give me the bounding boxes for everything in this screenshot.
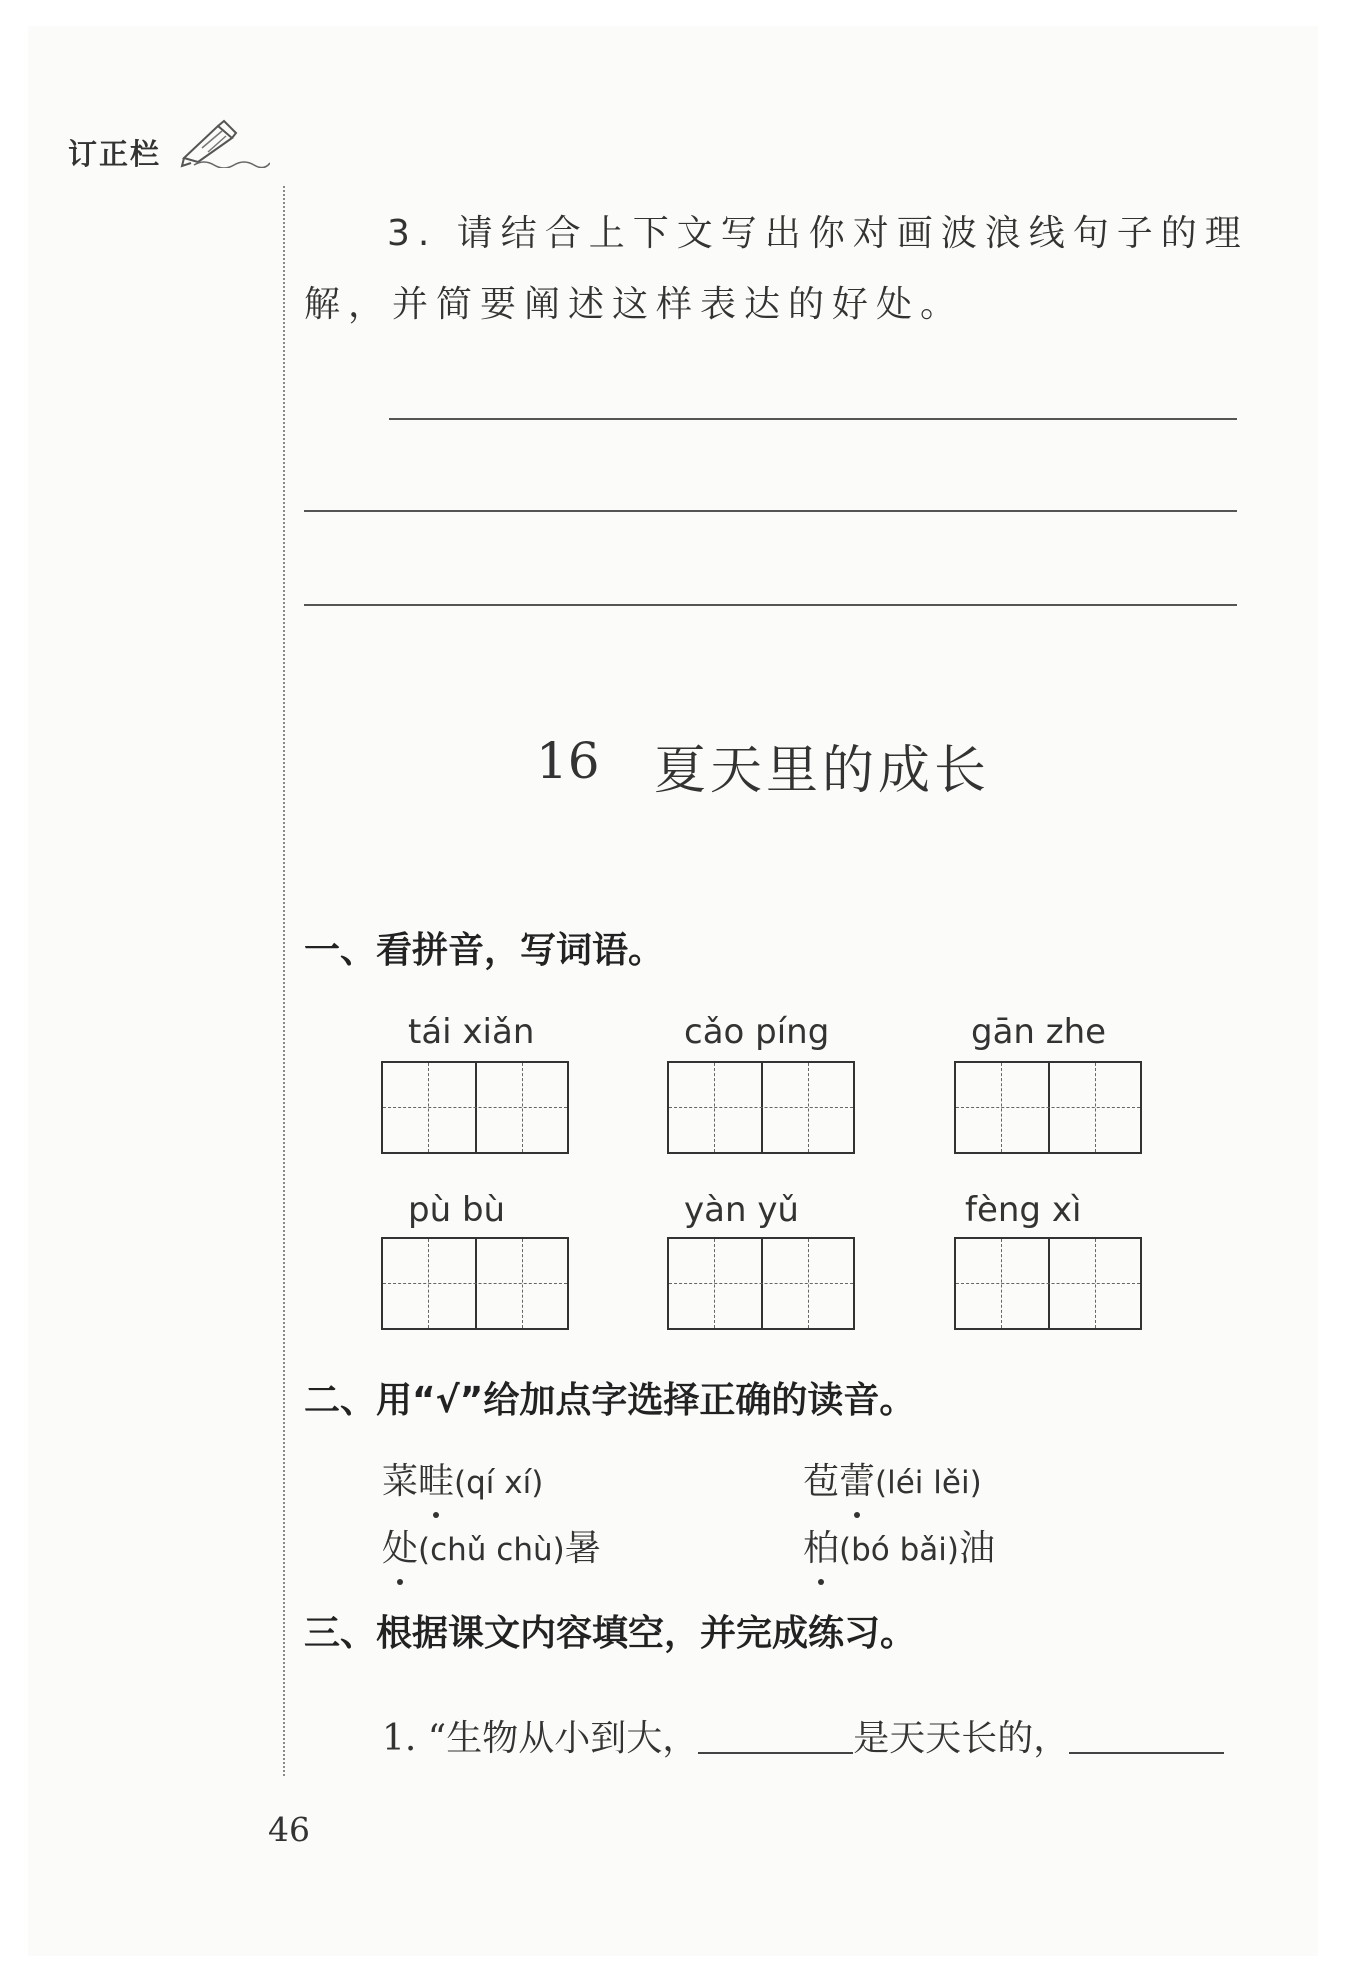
pronunciation-item[interactable] (382, 1453, 543, 1504)
writing-grid[interactable] (381, 1237, 569, 1330)
lesson-title: 夏天里的成长 (654, 741, 991, 801)
dotted-character: 柏 (803, 1520, 839, 1571)
dotted-character: 蕾 (839, 1453, 875, 1504)
writing-grid[interactable] (954, 1237, 1142, 1330)
pronunciation-options[interactable]: (bó bǎi) (839, 1532, 959, 1568)
pinyin-label: gān zhe (971, 1012, 1107, 1052)
lesson-number: 16 (536, 732, 600, 790)
pencil-icon (178, 118, 270, 168)
question-3-line-1: 3. 请结合上下文写出你对画波浪线句子的理 (387, 213, 1249, 254)
section-1-heading: 一、看拼音，写词语。 (304, 930, 665, 971)
item-text: 油 (959, 1528, 996, 1569)
pronunciation-item[interactable] (803, 1520, 995, 1571)
section-3-heading: 三、根据课文内容填空，并完成练习。 (304, 1613, 917, 1654)
pinyin-label: cǎo píng (684, 1012, 830, 1052)
answer-line-2[interactable] (304, 510, 1237, 512)
pinyin-label: tái xiǎn (408, 1012, 535, 1052)
pinyin-label: pù bù (408, 1190, 506, 1230)
dotted-character: 畦 (418, 1453, 454, 1504)
pronunciation-options[interactable]: (chǔ chù) (418, 1532, 565, 1568)
dotted-character: 处 (382, 1520, 418, 1571)
item-text: 暑 (564, 1528, 601, 1569)
question-text: 是天天长的， (853, 1718, 1070, 1759)
correction-column-label: 订正栏 (68, 137, 162, 171)
answer-line-3[interactable] (304, 604, 1237, 606)
pinyin-label: yàn yǔ (684, 1190, 799, 1230)
section-2-heading: 二、用“√”给加点字选择正确的读音。 (304, 1380, 916, 1421)
fill-blank[interactable] (698, 1752, 853, 1754)
margin-divider (283, 186, 285, 1776)
writing-grid[interactable] (667, 1061, 855, 1154)
item-text: 苞 (803, 1461, 840, 1502)
item-text: 菜 (382, 1461, 419, 1502)
fill-blank[interactable] (1069, 1752, 1224, 1754)
writing-grid[interactable] (667, 1237, 855, 1330)
page-number: 46 (268, 1810, 310, 1849)
pronunciation-item[interactable] (382, 1520, 601, 1571)
pronunciation-item[interactable] (803, 1453, 982, 1504)
pronunciation-options[interactable]: (qí xí) (454, 1465, 544, 1501)
fill-in-question-1 (382, 1710, 1224, 1761)
pinyin-label: fèng xì (965, 1190, 1082, 1230)
answer-line-1[interactable] (389, 418, 1237, 420)
question-3-line-2: 解，并简要阐述这样表达的好处。 (304, 284, 965, 325)
writing-grid[interactable] (954, 1061, 1142, 1154)
pronunciation-options[interactable]: (léi lěi) (875, 1465, 982, 1501)
question-text: 1. “生物从小到大， (382, 1718, 699, 1759)
writing-grid[interactable] (381, 1061, 569, 1154)
